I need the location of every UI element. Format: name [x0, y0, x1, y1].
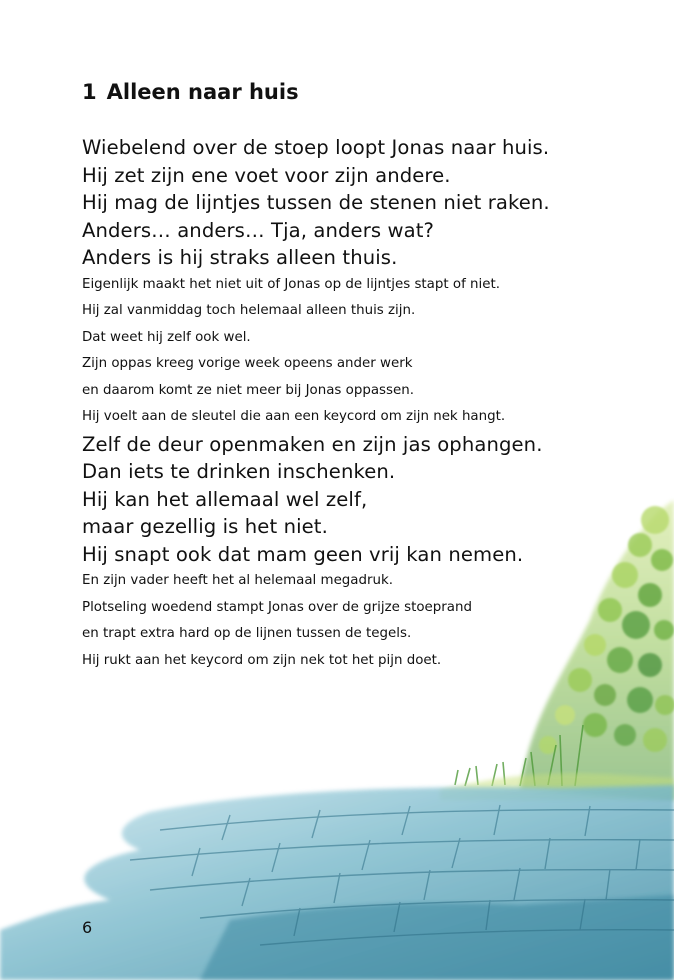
text-line: Anders is hij straks alleen thuis. — [82, 246, 398, 269]
text-line: Hij kan het allemaal wel zelf, — [82, 487, 368, 511]
text-line: Zijn oppas kreeg vorige week opeens ander werk — [82, 356, 413, 371]
story-text — [82, 134, 642, 674]
text-line: Hij voelt aan de sleutel die aan een keycord om zijn nek hangt. — [82, 409, 506, 424]
page-number: 6 — [82, 918, 93, 937]
chapter-number: 1 — [82, 80, 97, 104]
text-line: Dat weet hij zelf ook wel. — [82, 329, 251, 345]
text-line: maar gezellig is het niet. — [82, 515, 328, 538]
text-line: Plotseling woedend stampt Jonas over de grijze stoeprand — [82, 599, 472, 615]
text-line: Zelf de deur openmaken en zijn jas ophangen. — [82, 432, 543, 456]
text-line: Eigenlijk maakt het niet uit of Jonas op de lijntjes stapt of niet. — [82, 276, 501, 292]
text-line: Hij rukt aan het keycord om zijn nek tot het pijn doet. — [82, 652, 442, 668]
text-line: Dan iets te drinken inschenken. — [82, 460, 396, 483]
text-line: Hij zal vanmiddag toch helemaal alleen thuis zijn. — [82, 303, 416, 318]
text-line: Wiebelend over de stoep loopt Jonas naar huis. — [82, 136, 550, 159]
text-line: Anders… anders… Tja, anders wat? — [82, 218, 435, 242]
pavement-stones — [0, 785, 674, 980]
text-line: Hij zet zijn ene voet voor zijn andere. — [82, 163, 451, 187]
text-line: Hij mag de lijntjes tussen de stenen niet raken. — [82, 191, 550, 214]
chapter-title-text: Alleen naar huis — [106, 80, 299, 104]
text-line: en trapt extra hard op de lijnen tussen de tegels. — [82, 626, 412, 641]
text-line: en daarom komt ze niet meer bij Jonas oppassen. — [82, 382, 414, 398]
text-line: Hij snapt ook dat mam geen vrij kan nemen. — [82, 542, 524, 566]
chapter-title — [82, 80, 299, 104]
text-line: En zijn vader heeft het al helemaal megadruk. — [82, 573, 394, 588]
